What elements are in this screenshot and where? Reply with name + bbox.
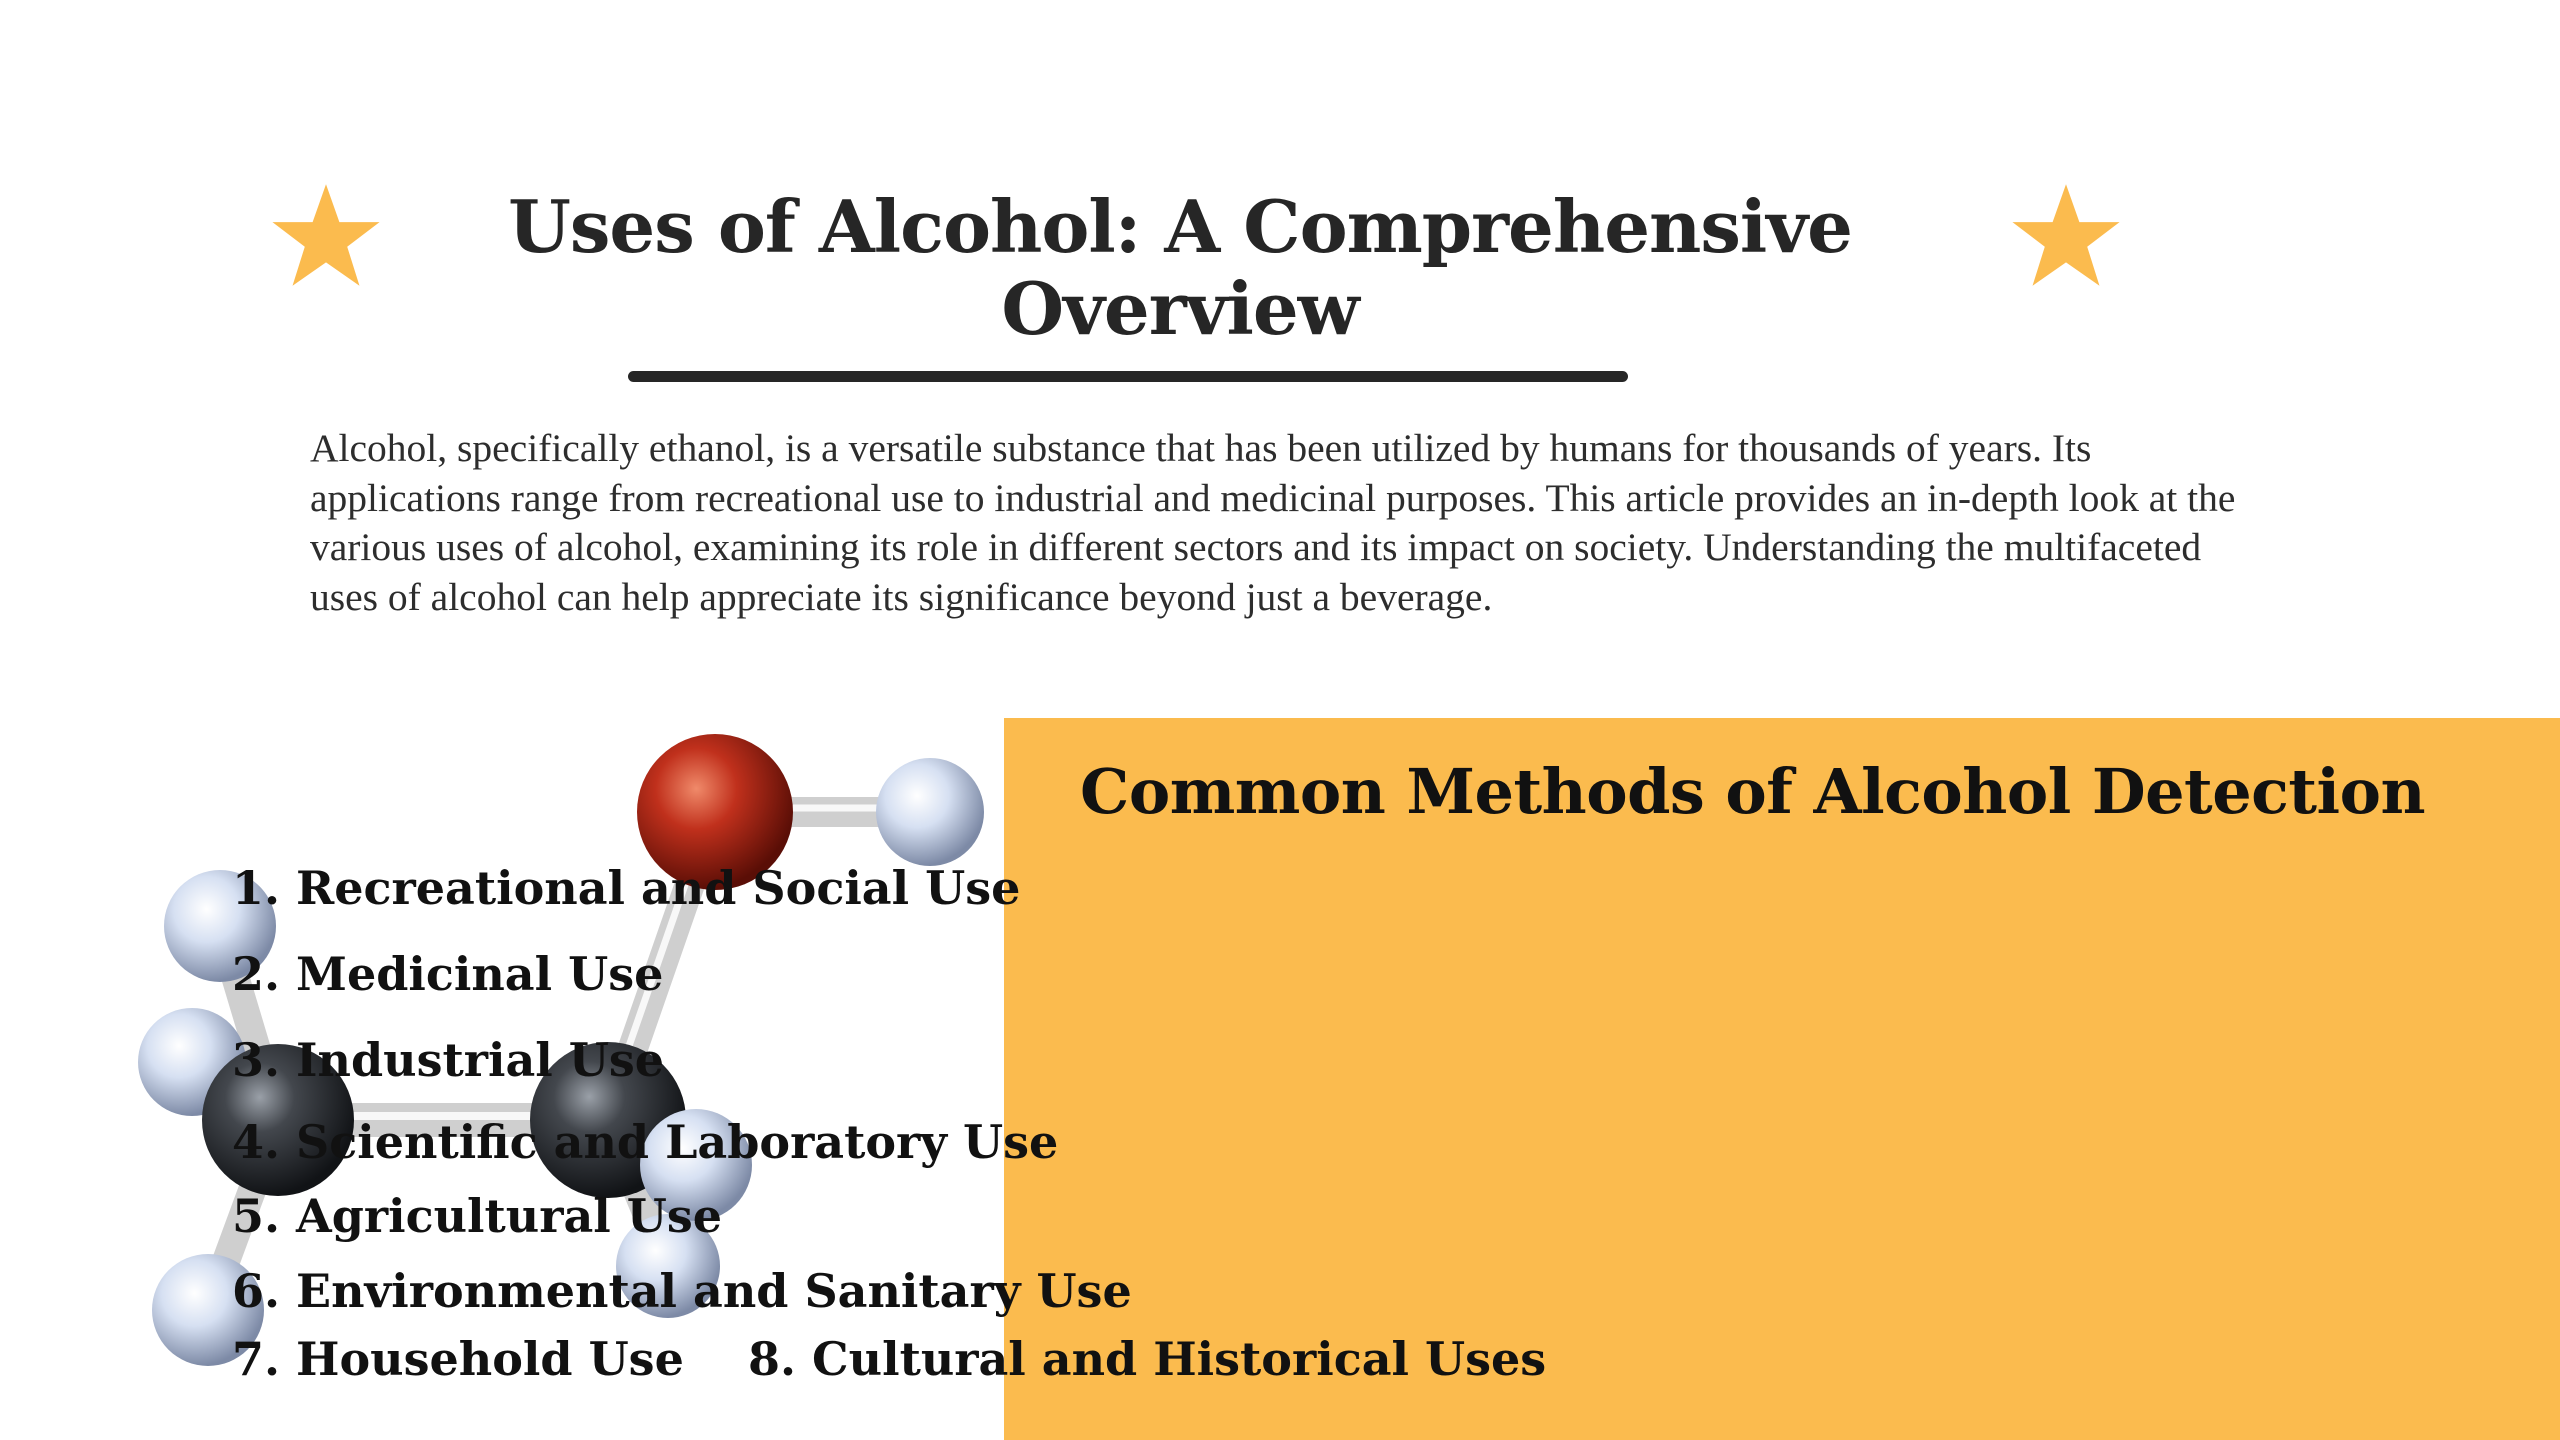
list-item: 3. Industrial Use <box>232 1033 665 1087</box>
title-underline <box>628 371 1628 382</box>
list-item: 5. Agricultural Use <box>232 1189 723 1243</box>
list-item: 8. Cultural and Historical Uses <box>748 1332 1547 1386</box>
list-item: 7. Household Use <box>232 1332 684 1386</box>
intro-paragraph: Alcohol, specifically ethanol, is a versatile substance that has been utilized by humans for thousands of years. Its applications range from recreational use to industrial and medicinal purposes. This article provides an in-depth look at the various uses of alcohol, examining its role in different sectors and its impact on society. Understanding the multifaceted uses of alcohol can help appreciate its significance beyond just a beverage. <box>310 426 2236 619</box>
star-icon <box>270 182 382 288</box>
panel-heading: Common Methods of Alcohol Detection <box>1080 755 2426 828</box>
list-item: 4. Scientific and Laboratory Use <box>232 1115 1059 1169</box>
page-title: Uses of Alcohol: A Comprehensive Overview <box>508 184 1852 351</box>
list-item: 1. Recreational and Social Use <box>232 861 1021 915</box>
star-icon <box>2010 182 2122 288</box>
list-item: 6. Environmental and Sanitary Use <box>232 1264 1132 1318</box>
list-item: 2. Medicinal Use <box>232 947 664 1001</box>
